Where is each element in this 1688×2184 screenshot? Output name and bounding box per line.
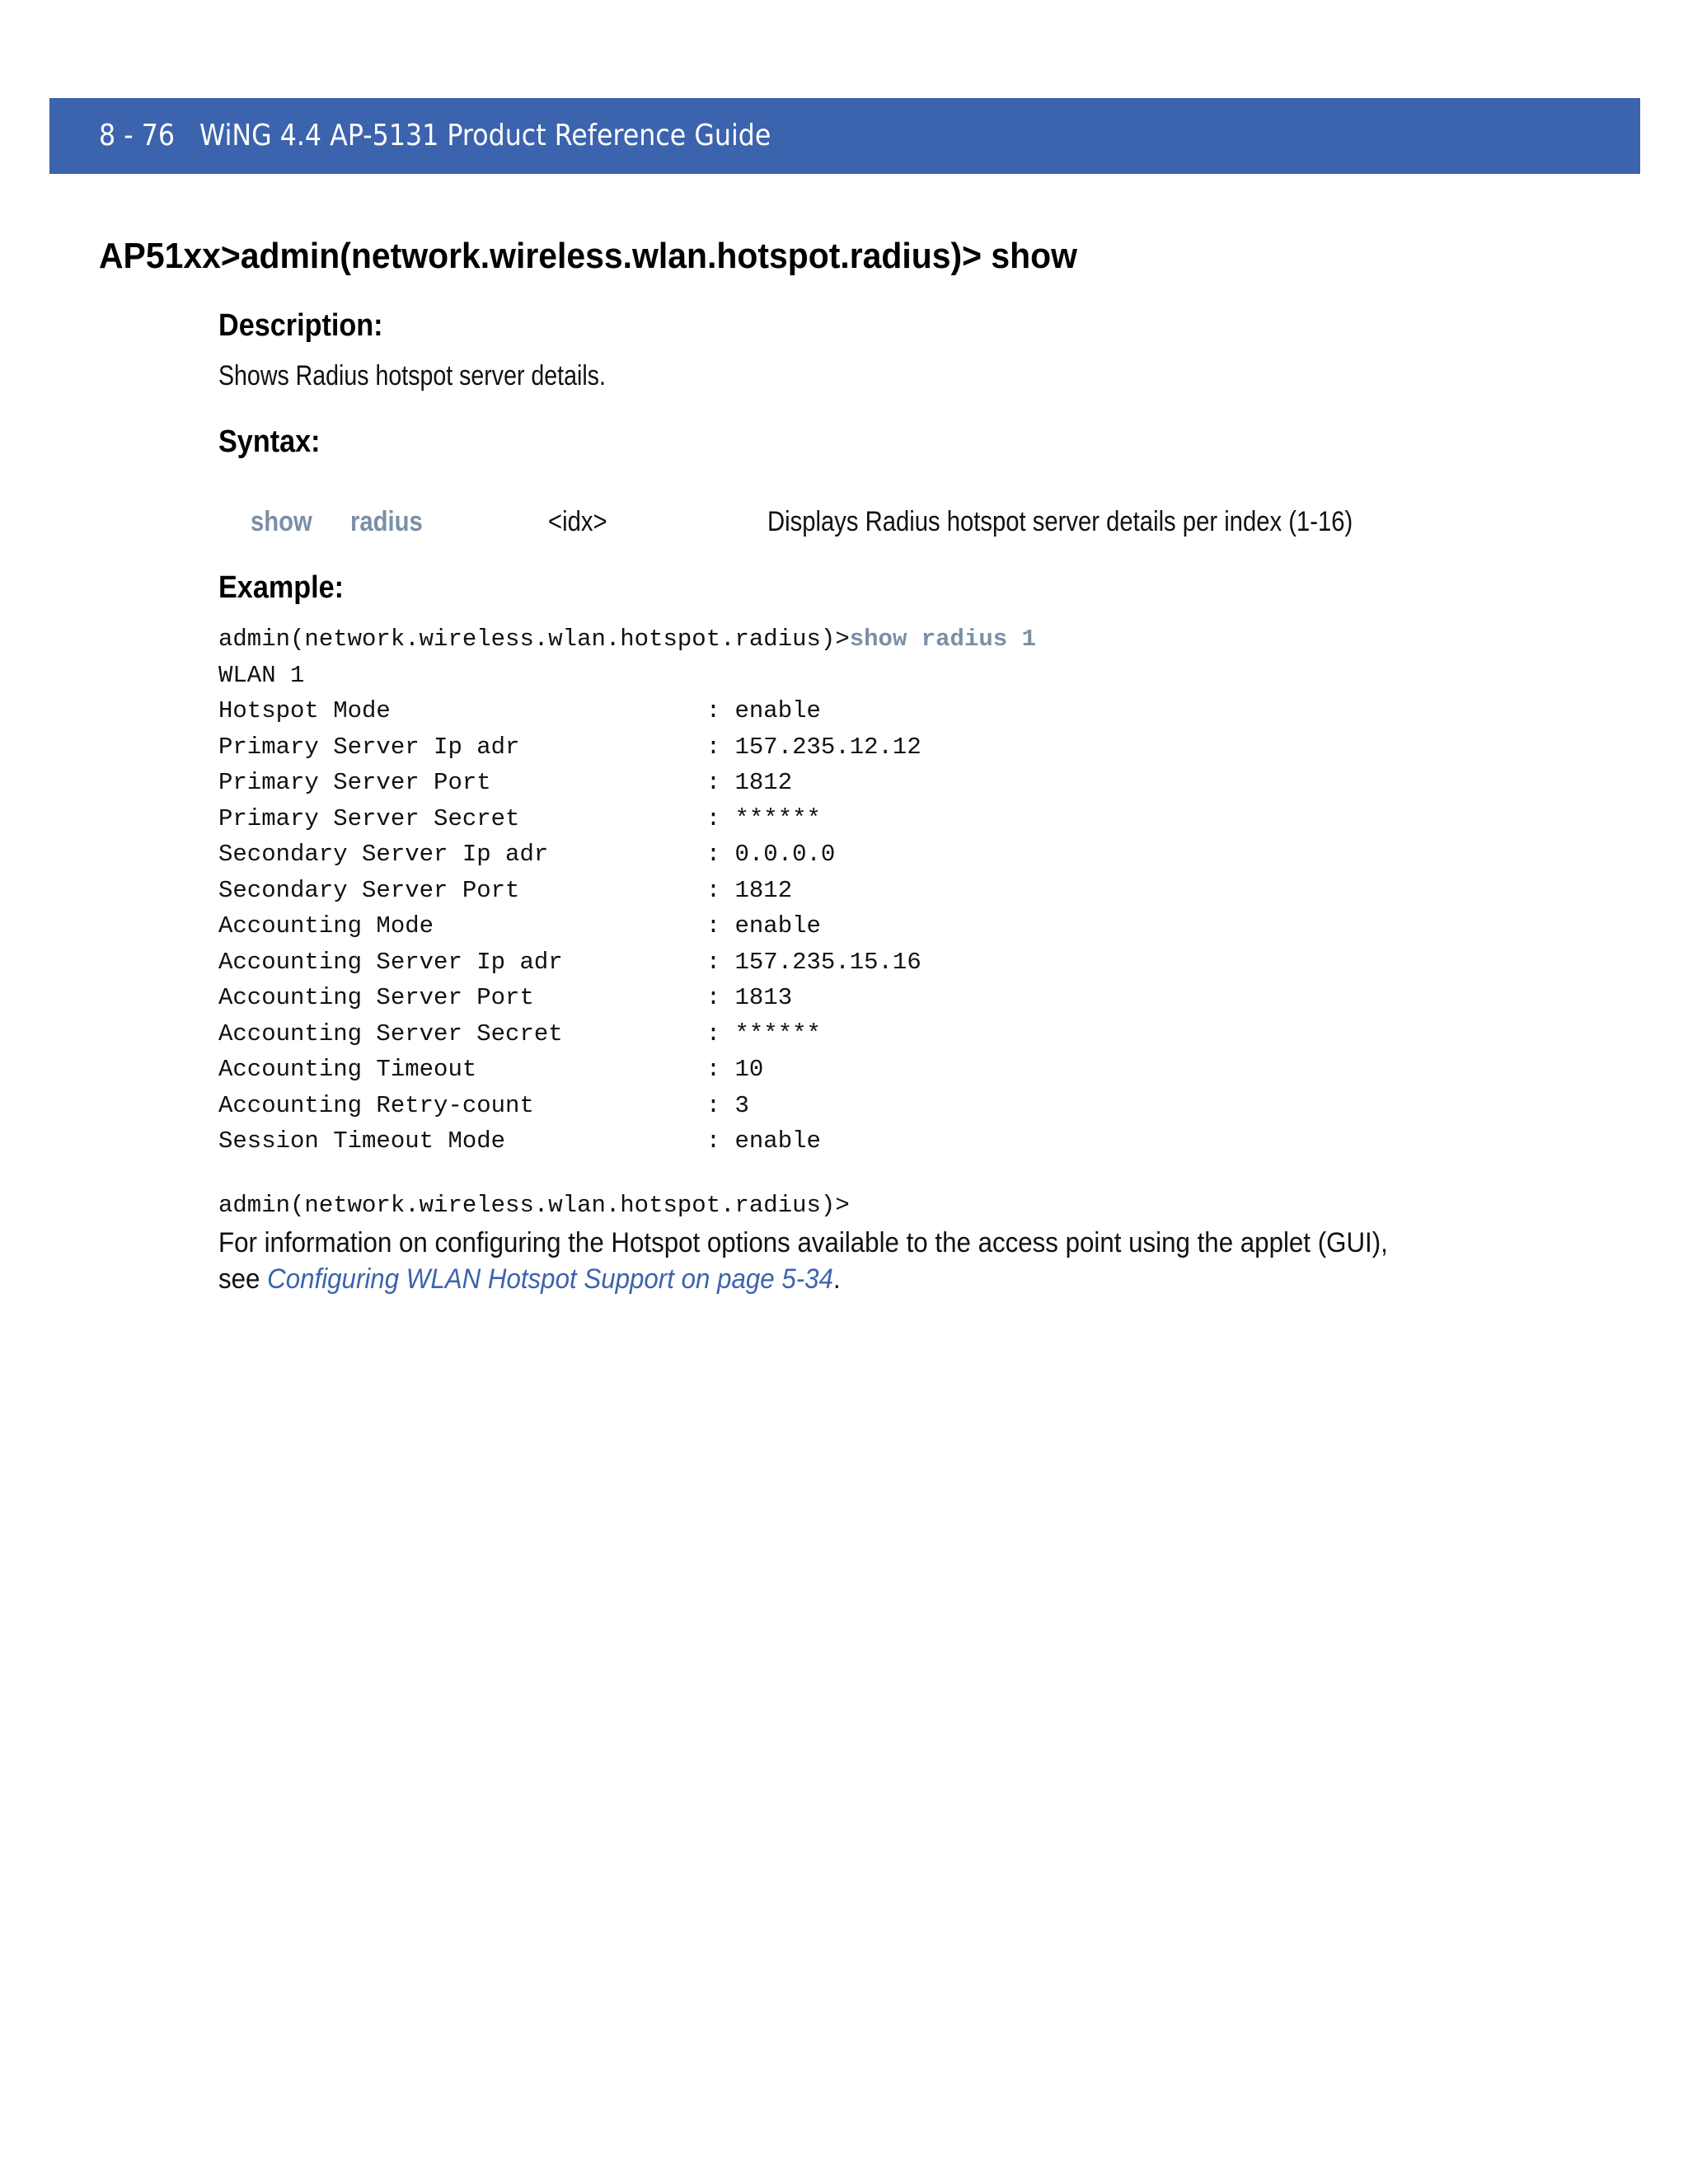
page-number: 8 - 76: [99, 119, 176, 152]
example-closing-prompt: admin(network.wireless.wlan.hotspot.radius)>: [218, 1191, 850, 1219]
example-output-line: Hotspot Mode : enable: [218, 697, 821, 724]
syntax-keyword-show: show: [251, 506, 312, 537]
page-header: [99, 98, 771, 174]
example-output-line: WLAN 1: [218, 661, 305, 689]
syntax-row: [0, 506, 1688, 547]
example-output-line: Accounting Server Ip adr : 157.235.15.16: [218, 948, 921, 976]
description-heading: Description:: [218, 308, 383, 343]
syntax-param: <idx>: [548, 506, 607, 537]
syntax-description: Displays Radius hotspot server details per index (1-16): [767, 506, 1353, 537]
syntax-keyword-radius: radius: [350, 506, 423, 537]
example-output-line: Primary Server Ip adr : 157.235.12.12: [218, 733, 921, 761]
example-heading: Example:: [218, 570, 345, 605]
example-output-line: Primary Server Port : 1812: [218, 769, 793, 796]
reference-link[interactable]: Configuring WLAN Hotspot Support on page 5-34: [267, 1263, 833, 1295]
guide-title: WiNG 4.4 AP-5131 Product Reference Guide: [199, 119, 771, 152]
page-header-band: [49, 98, 1640, 174]
example-spacer: [218, 1160, 1036, 1188]
reference-text-end: .: [832, 1263, 841, 1295]
reference-text: For information on configuring the Hotspot options available to the access point using the applet (GUI), see: [218, 1227, 1388, 1295]
example-output-line: Secondary Server Port : 1812: [218, 876, 793, 904]
example-output-line: Accounting Timeout : 10: [218, 1056, 764, 1083]
example-output-line: Primary Server Secret : ******: [218, 804, 821, 832]
example-code-block: [218, 621, 1036, 1223]
reference-paragraph: [218, 1225, 1432, 1297]
description-text: Shows Radius hotspot server details.: [218, 360, 606, 391]
example-output-line: Secondary Server Ip adr : 0.0.0.0: [218, 841, 836, 868]
command-heading: AP51xx>admin(network.wireless.wlan.hotspot.radius)> show: [99, 236, 1077, 276]
example-prompt: admin(network.wireless.wlan.hotspot.radius)>: [218, 626, 850, 653]
example-output: [218, 662, 921, 1155]
example-output-line: Accounting Server Secret : ******: [218, 1019, 821, 1047]
example-output-line: Accounting Server Port : 1813: [218, 984, 793, 1011]
example-command: show radius 1: [849, 626, 1036, 653]
example-output-line: Accounting Retry-count : 3: [218, 1091, 749, 1119]
example-output-line: Session Timeout Mode : enable: [218, 1127, 821, 1155]
example-output-line: Accounting Mode : enable: [218, 912, 821, 940]
syntax-heading: Syntax:: [218, 424, 321, 459]
